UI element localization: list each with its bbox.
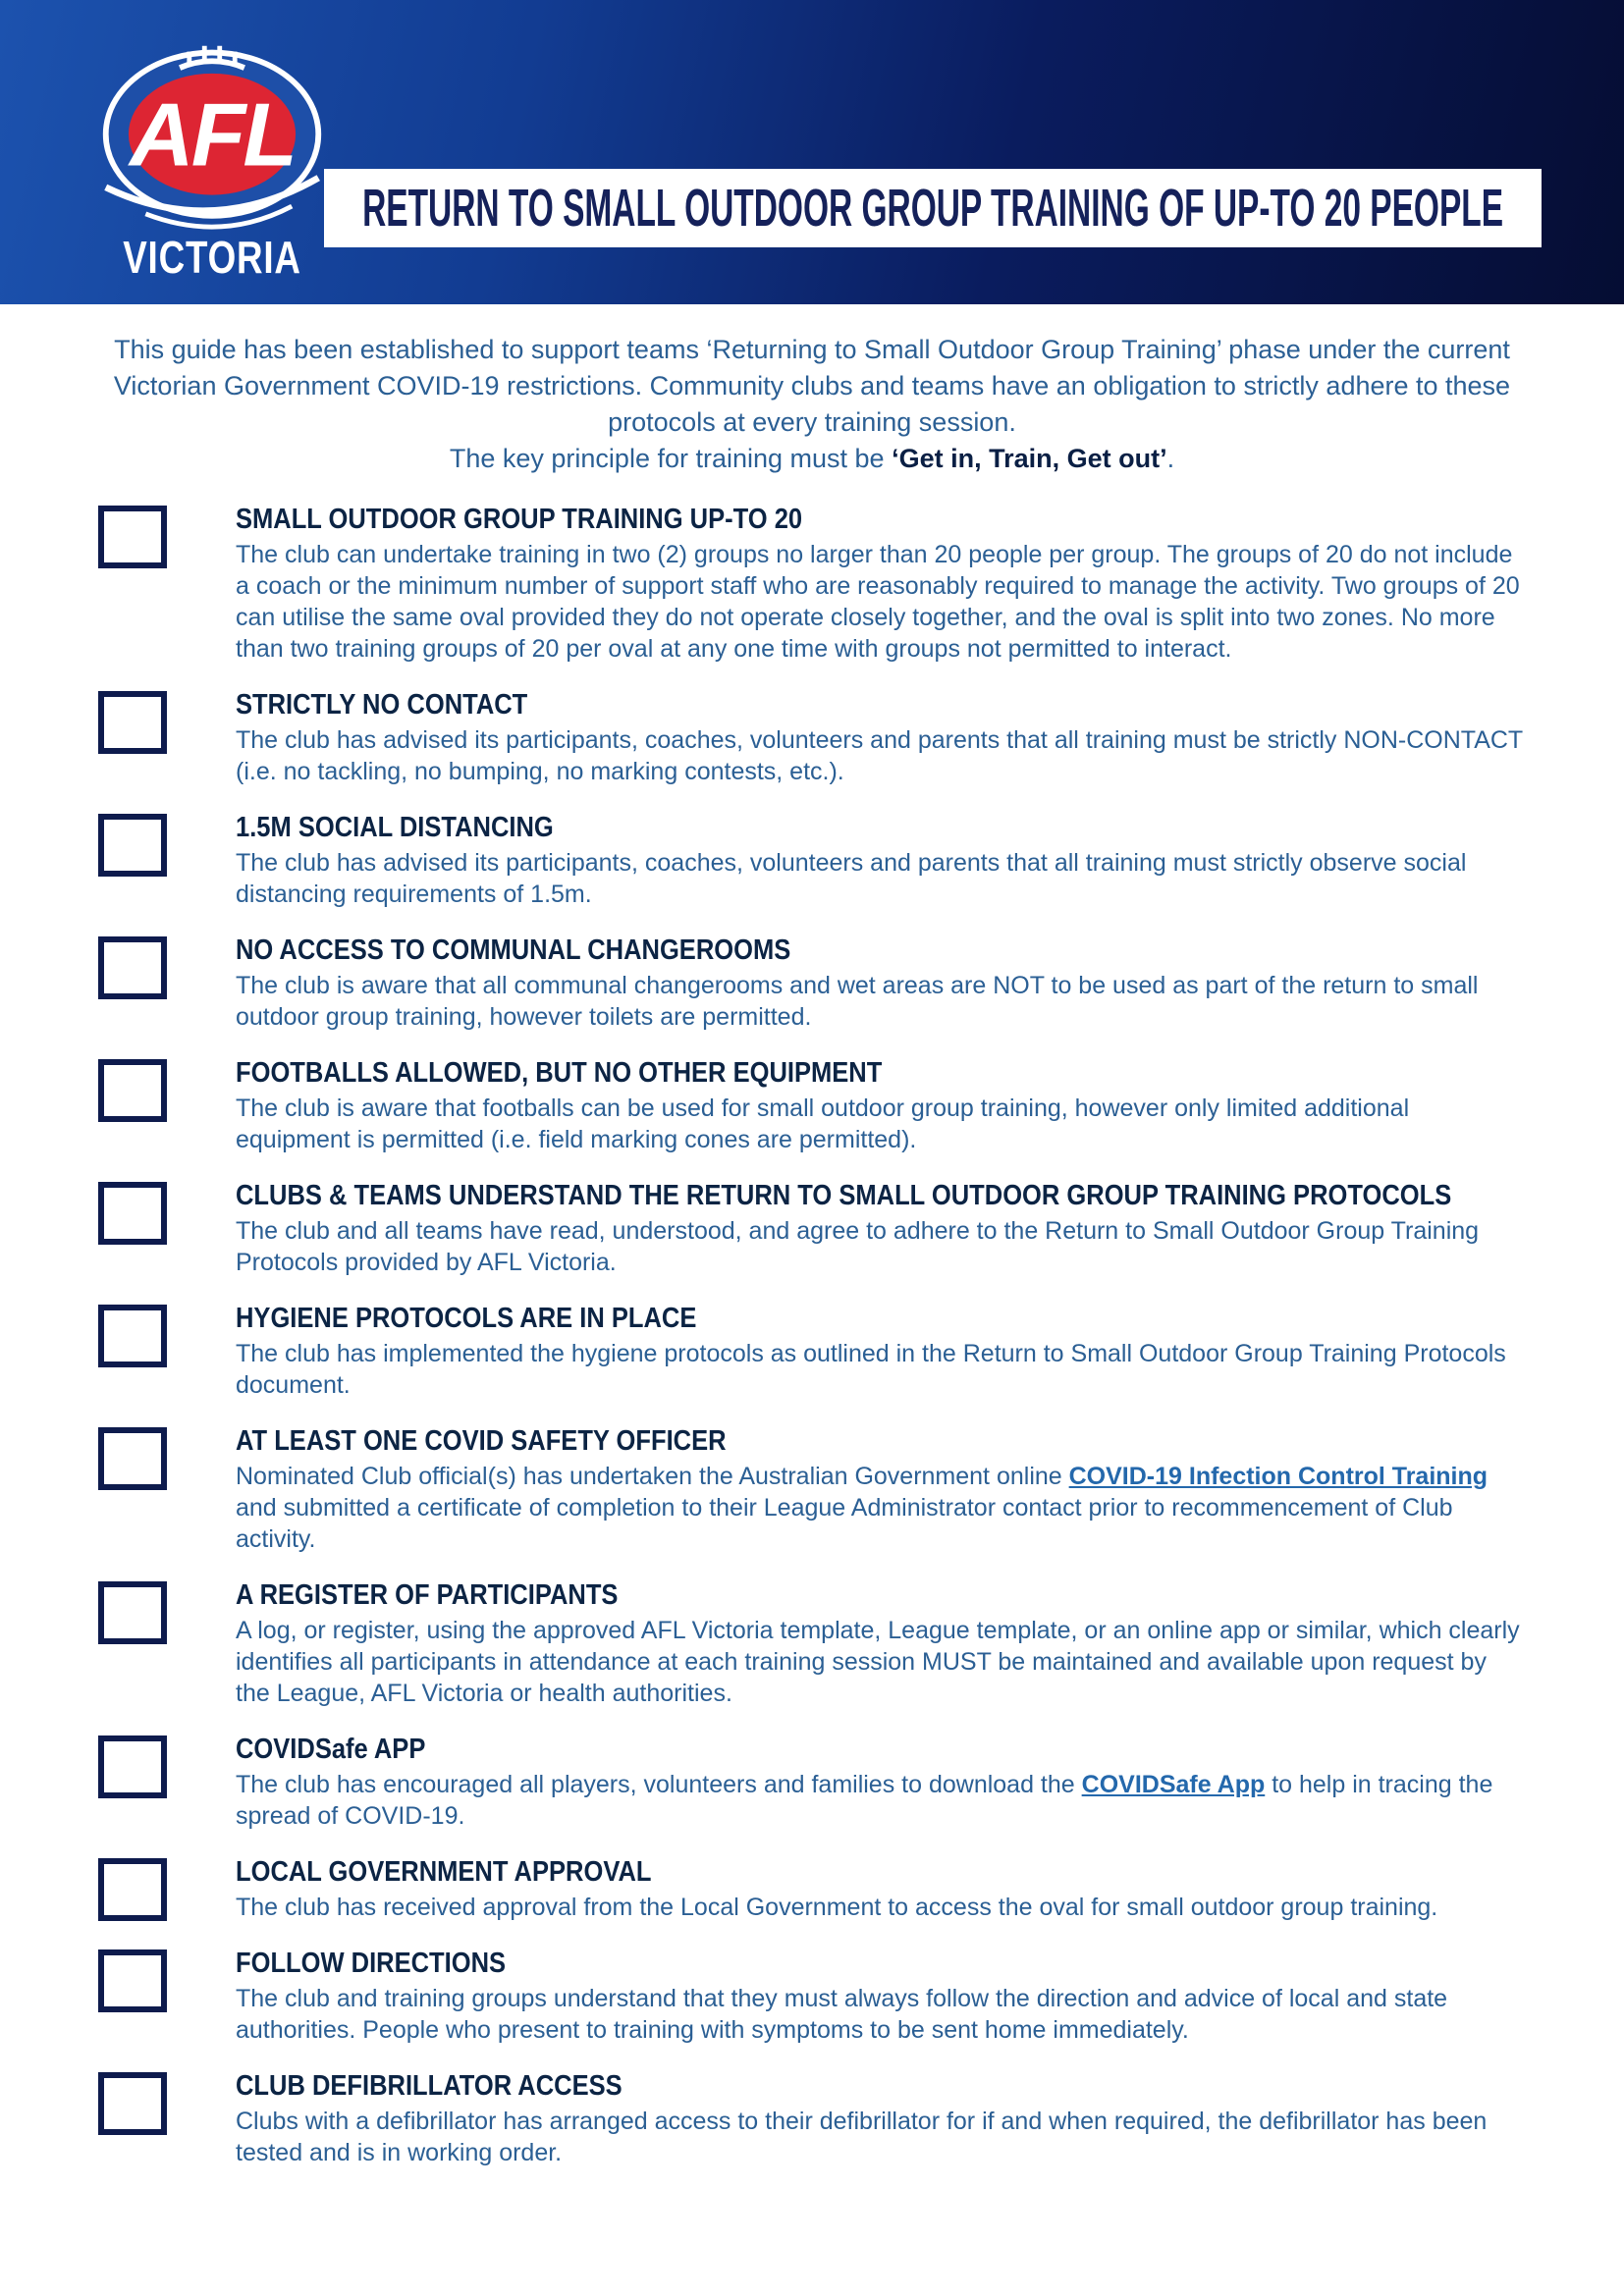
checkbox[interactable]	[98, 691, 167, 754]
item-content	[236, 1855, 1525, 1923]
checklist-item	[98, 1056, 1624, 1155]
item-title: STRICTLY NO CONTACT	[236, 689, 528, 721]
afl-victoria-logo	[65, 39, 359, 284]
checklist-item	[98, 1179, 1624, 1278]
item-text: The club and training groups understand that they must always follow the direction and advice of local and state authorities. People who present to training with symptoms to be sent home immediately.	[236, 1985, 1448, 2044]
item-body	[236, 1215, 1525, 1278]
item-title: CLUB DEFIBRILLATOR ACCESS	[236, 2070, 623, 2102]
item-title: AT LEAST ONE COVID SAFETY OFFICER	[236, 1425, 727, 1457]
intro-paragraph: This guide has been established to support teams ‘Returning to Small Outdoor Group Training’ phase under the current Victorian Government COVID-19 restrictions. Community clubs and teams have an obligation to strictly adhere to these protocols at every training session.	[113, 335, 1511, 437]
item-text: The club has advised its participants, coaches, volunteers and parents that all training must strictly observe social distancing requirements of 1.5m.	[236, 849, 1467, 908]
item-link[interactable]: COVID-19 Infection Control Training	[1068, 1463, 1489, 1490]
item-content	[236, 1179, 1525, 1278]
intro-key-principle	[85, 441, 1539, 477]
item-content	[236, 503, 1525, 665]
checklist-item	[98, 1855, 1624, 1923]
item-content	[236, 1578, 1525, 1709]
item-text: The club has received approval from the Local Government to access the oval for small outdoor group training.	[236, 1894, 1438, 1921]
logo-afl-text: AFL	[130, 85, 295, 186]
item-title: LOCAL GOVERNMENT APPROVAL	[236, 1856, 652, 1888]
item-content	[236, 2069, 1525, 2168]
checklist-item	[98, 934, 1624, 1033]
item-text: The club is aware that footballs can be used for small outdoor group training, however only limited additional equipment is permitted (i.e. field marking cones are permitted).	[236, 1095, 1410, 1153]
item-text: to help in tracing the spread of COVID-19.	[236, 1771, 1493, 1830]
item-text: The club and all teams have read, understood, and agree to adhere to the Return to Small Outdoor Group Training Protocols provided by AFL Victoria.	[236, 1217, 1480, 1276]
item-body	[236, 724, 1525, 787]
checklist-item	[98, 811, 1624, 910]
intro-section	[85, 332, 1539, 477]
header-banner	[0, 0, 1624, 304]
item-body	[236, 1338, 1525, 1401]
item-body	[236, 1983, 1525, 2046]
checklist-item	[98, 2069, 1624, 2168]
item-content	[236, 1424, 1525, 1555]
checkbox[interactable]	[98, 814, 167, 877]
item-body	[236, 847, 1525, 910]
item-content	[236, 811, 1525, 910]
checklist-item	[98, 1302, 1624, 1401]
item-body	[236, 1093, 1525, 1155]
item-title: A REGISTER OF PARTICIPANTS	[236, 1579, 619, 1611]
checkbox[interactable]	[98, 2072, 167, 2135]
item-text: and submitted a certificate of completion to their League Administrator contact prior to recommencement of Club activity.	[236, 1494, 1453, 1553]
item-text: Nominated Club official(s) has undertaken the Australian Government online	[236, 1463, 1069, 1490]
checklist-item	[98, 688, 1624, 787]
checklist-item	[98, 1733, 1624, 1832]
item-title: FOLLOW DIRECTIONS	[236, 1948, 507, 1979]
item-text: Clubs with a defibrillator has arranged access to their defibrillator for if and when required, the defibrillator has been tested and is in working order.	[236, 2108, 1488, 2166]
intro-key-bold: ‘Get in, Train, Get out’	[892, 444, 1167, 473]
logo-victoria-text: VICTORIA	[123, 232, 301, 283]
item-text: The club can undertake training in two (2) groups no larger than 20 people per group. The groups of 20 do not include a coach or the minimum number of support staff who are reasonably required to manage the activity. Two groups of 20 can utilise the same oval provided they do not operate closely together, and the oval is split into two zones. No more than two training groups of 20 per oval at any one time with groups not permitted to interact.	[236, 541, 1520, 663]
intro-key-suffix: .	[1166, 444, 1175, 473]
item-title: 1.5M SOCIAL DISTANCING	[236, 812, 554, 843]
item-text: The club is aware that all communal changerooms and wet areas are NOT to be used as part of the return to small outdoor group training, however toilets are permitted.	[236, 972, 1479, 1031]
checkbox[interactable]	[98, 1182, 167, 1245]
item-content	[236, 1056, 1525, 1155]
item-text: The club has implemented the hygiene protocols as outlined in the Return to Small Outdoor Group Training Protocols document.	[236, 1340, 1506, 1399]
item-content	[236, 1302, 1525, 1401]
checklist-item	[98, 1424, 1624, 1555]
item-link[interactable]: COVIDSafe App	[1081, 1771, 1266, 1798]
item-title: SMALL OUTDOOR GROUP TRAINING UP-TO 20	[236, 504, 803, 535]
checklist-item	[98, 503, 1624, 665]
item-body	[236, 1769, 1525, 1832]
checklist-item	[98, 1947, 1624, 2046]
item-text: The club has encouraged all players, volunteers and families to download the	[236, 1771, 1082, 1798]
page-title: RETURN TO SMALL OUTDOOR GROUP TRAINING OF UP-TO 20 PEOPLE	[362, 179, 1503, 238]
checklist	[98, 503, 1624, 2168]
title-banner	[324, 169, 1542, 247]
item-content	[236, 688, 1525, 787]
checkbox[interactable]	[98, 1581, 167, 1644]
item-body	[236, 1461, 1525, 1555]
item-body	[236, 2106, 1525, 2168]
checklist-item	[98, 1578, 1624, 1709]
item-body	[236, 970, 1525, 1033]
intro-key-prefix: The key principle for training must be	[449, 444, 893, 473]
item-body	[236, 1615, 1525, 1709]
item-title: CLUBS & TEAMS UNDERSTAND THE RETURN TO SMALL OUTDOOR GROUP TRAINING PROTOCOLS	[236, 1180, 1452, 1211]
item-body	[236, 539, 1525, 665]
checkbox[interactable]	[98, 1949, 167, 2012]
item-text: The club has advised its participants, coaches, volunteers and parents that all training must be strictly NON-CONTACT (i.e. no tackling, no bumping, no marking contests, etc.).	[236, 726, 1523, 785]
checkbox[interactable]	[98, 1427, 167, 1490]
item-content	[236, 934, 1525, 1033]
item-title: COVIDSafe APP	[236, 1734, 426, 1765]
checkbox[interactable]	[98, 1735, 167, 1798]
checkbox[interactable]	[98, 1059, 167, 1122]
item-text: A log, or register, using the approved AFL Victoria template, League template, or an online app or similar, which clearly identifies all participants in attendance at each training session MUST be maintained and available upon request by the League, AFL Victoria or health authorities.	[236, 1617, 1520, 1707]
item-title: FOOTBALLS ALLOWED, BUT NO OTHER EQUIPMENT	[236, 1057, 883, 1089]
checkbox[interactable]	[98, 506, 167, 568]
checkbox[interactable]	[98, 1305, 167, 1367]
football-icon	[70, 39, 354, 240]
item-content	[236, 1733, 1525, 1832]
item-title: NO ACCESS TO COMMUNAL CHANGEROOMS	[236, 934, 791, 966]
item-title: HYGIENE PROTOCOLS ARE IN PLACE	[236, 1303, 697, 1334]
item-content	[236, 1947, 1525, 2046]
item-body	[236, 1892, 1525, 1923]
checkbox[interactable]	[98, 936, 167, 999]
checkbox[interactable]	[98, 1858, 167, 1921]
